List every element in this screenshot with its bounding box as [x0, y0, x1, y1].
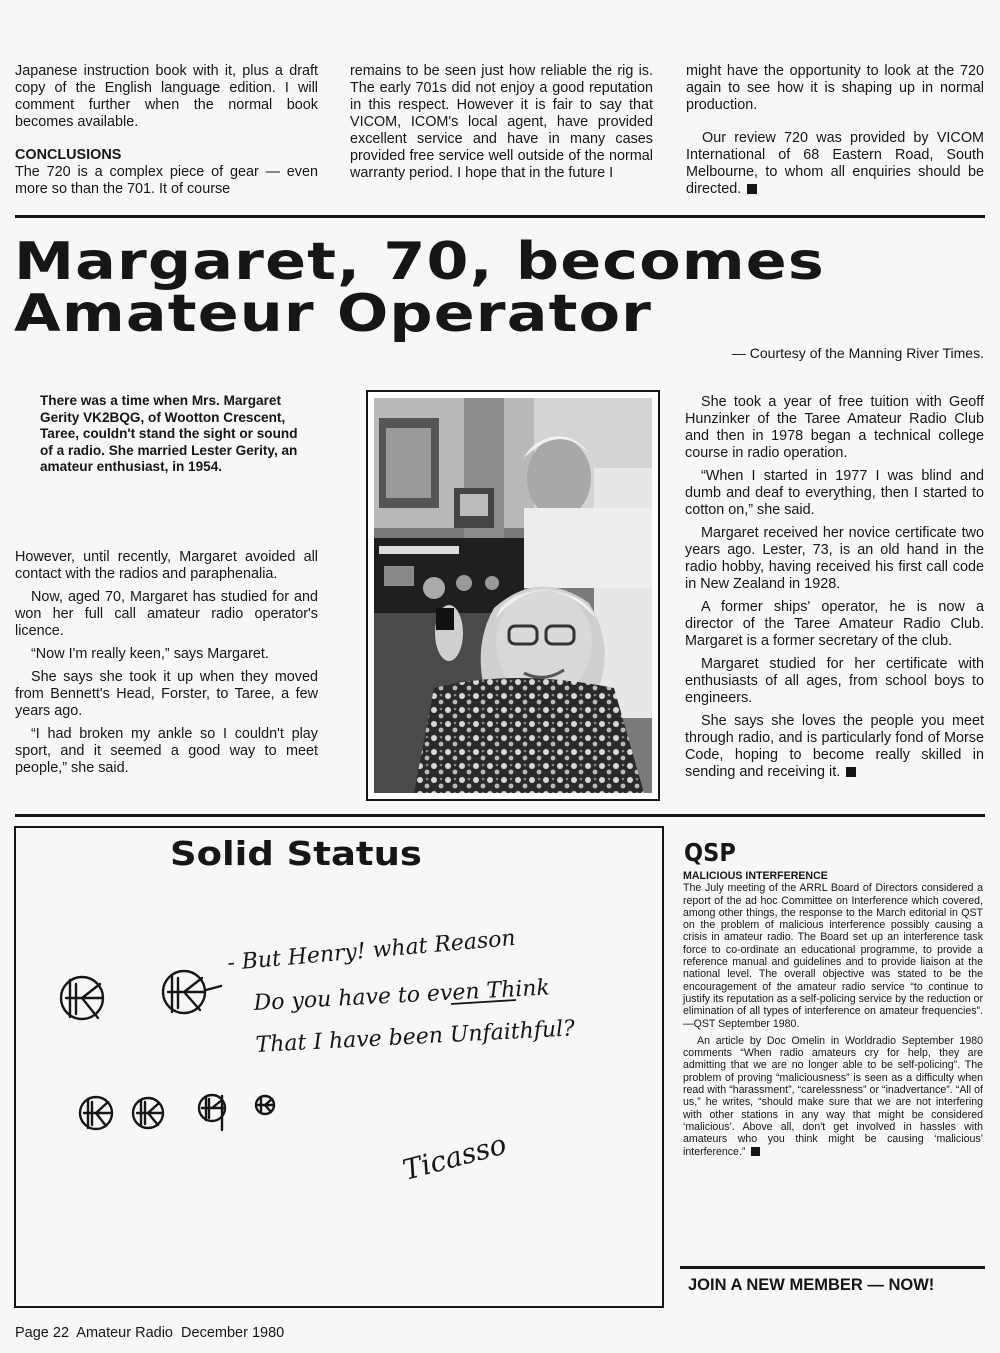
- qsp-title: QSP: [684, 838, 736, 867]
- photo-image: [374, 398, 652, 793]
- end-mark: [751, 1147, 760, 1156]
- top-column-1: [15, 63, 318, 198]
- article-paragraph: She says she took it up when they moved from Bennett's Head, Forster, to Taree, a few years ago.: [15, 669, 318, 719]
- article-right-column: [685, 394, 984, 787]
- article-paragraph: She took a year of free tuition with Geoff Hunzinker of the Taree Amateur Radio Club and then in 1978 began a technical college course in radio operation.: [685, 394, 984, 461]
- conclusions-heading: CONCLUSIONS: [15, 147, 122, 163]
- headline-line-2: Amateur Operator: [14, 284, 653, 344]
- top-col3-paragraph: Our review 720 was provided by VICOM International of 68 Eastern Road, South Melbourne, to whom all enquiries should be directed.: [686, 130, 984, 197]
- status-symbol: [256, 1096, 274, 1114]
- top-col2-paragraph: remains to be seen just how reliable the rig is. The early 701s did not enjoy a good reputation in this respect. However it is fair to say that VICOM, ICOM's local agent, have provided excellent service and have in many cases provided free service well outside of the normal warranty period. I hope that in the future I: [350, 63, 653, 181]
- headline-line-1: Margaret, 70, becomes: [14, 232, 825, 292]
- article-paragraph: “I had broken my ankle so I couldn't play sport, and it seemed a good way to meet people,” she said.: [15, 726, 318, 776]
- top-col1-paragraph: Japanese instruction book with it, plus a draft copy of the English language edition. I will comment further when the normal book becomes available.: [15, 63, 318, 130]
- status-symbol: [163, 971, 221, 1013]
- section-rule: [15, 814, 985, 817]
- qsp-join-rule: [680, 1266, 985, 1269]
- join-banner: JOIN A NEW MEMBER — NOW!: [688, 1276, 935, 1294]
- top-column-2: [350, 63, 653, 182]
- status-symbol: [80, 1097, 112, 1129]
- article-paragraph: Now, aged 70, Margaret has studied for and won her full call amateur radio operator's licence.: [15, 589, 318, 639]
- status-symbol: [61, 977, 103, 1019]
- article-intro: There was a time when Mrs. Margaret Gerity VK2BQG, of Wootton Crescent, Taree, couldn't stand the sight or sound of a radio. She married Lester Gerity, an amateur enthusiast, in 1954.: [40, 393, 298, 474]
- page-footer: Page 22 Amateur Radio December 1980: [15, 1325, 285, 1341]
- article-photo: [366, 390, 660, 801]
- article-paragraph: However, until recently, Margaret avoided all contact with the radios and paraphenalia.: [15, 549, 318, 582]
- article-paragraph: “When I started in 1977 I was blind and dumb and deaf to everything, then I started to cotton on,” she said.: [685, 468, 984, 518]
- article-left-column: [15, 549, 318, 783]
- cartoon-title: Solid Status: [170, 834, 422, 873]
- cartoon-drawing: [16, 880, 656, 1300]
- section-rule: [15, 215, 985, 218]
- article-paragraph: “Now I'm really keen,” says Margaret.: [31, 646, 269, 662]
- article-paragraph: Margaret received her novice certificate two years ago. Lester, 73, is an old hand in the radio hobby, having received his first call code in New Zealand in 1928.: [685, 525, 984, 592]
- qsp-subheading: MALICIOUS INTERFERENCE: [683, 870, 828, 882]
- article-paragraph: Margaret studied for her certificate with enthusiasts of all ages, from school boys to engineers.: [685, 656, 984, 706]
- article-headline: [14, 232, 942, 344]
- article-courtesy: — Courtesy of the Manning River Times.: [731, 345, 984, 361]
- end-mark: [747, 184, 757, 194]
- cartoon-speech-line-3: That I have been Unfaithful?: [255, 1016, 576, 1058]
- cartoon-signature: Ticasso: [399, 1127, 510, 1187]
- qsp-paragraph: The July meeting of the ARRL Board of Directors considered a report of the ad hoc Committee on Interference which covered, among other things, the response to the March editorial in QST on the problem of malicious interference possibly causing a crisis in amateur radio. The Board set up an interference task force to co-ordinate an educational programme, to provide a reference manual and guidelines and to provide liaison at the national level. The overall objective was stated to be the encouragement of the amateur radio service “to continue to justify its reputation as a self-policing service by the reduction or elimination of all types of interference on amateur frequencies”.—QST September 1980.: [683, 882, 983, 1030]
- article-paragraph: A former ships' operator, he is now a director of the Taree Amateur Radio Club. Margaret is a former secretary of the club.: [685, 599, 984, 649]
- qsp-column: [683, 870, 983, 1163]
- end-mark: [846, 767, 856, 777]
- top-col1-paragraph: The 720 is a complex piece of gear — even more so than the 701. It of course: [15, 164, 318, 197]
- top-col3-paragraph: might have the opportunity to look at the 720 again to see how it is shaping up in normal production.: [686, 63, 984, 113]
- qsp-paragraph: An article by Doc Omelin in Worldradio September 1980 comments “When radio amateurs cry for help, they are admitting that we are no longer able to be self-policing”. The problem of proving “maliciousness” is seen as a difficulty when read with “harassment”, “carelessness” or “inadvertance”. “All of us,” he writes, “should make sure that we are not interfering with other stations in any way that might be considered ‘malicious’. Above all, don't get involved in hassles with amateurs who you think might be causing ‘malicious’ interference.”: [683, 1034, 983, 1158]
- article-paragraph: She says she loves the people you meet through radio, and is particularly fond of Morse Code, hoping to become really skilled in sending and receiving it.: [685, 713, 984, 780]
- cartoon-speech-line-2: Do you have to even Think: [253, 975, 551, 1016]
- top-column-3: [686, 63, 984, 198]
- cartoon-speech-line-1: - But Henry! what Reason: [226, 925, 517, 976]
- status-symbol: [199, 1095, 225, 1130]
- status-symbol: [133, 1098, 163, 1128]
